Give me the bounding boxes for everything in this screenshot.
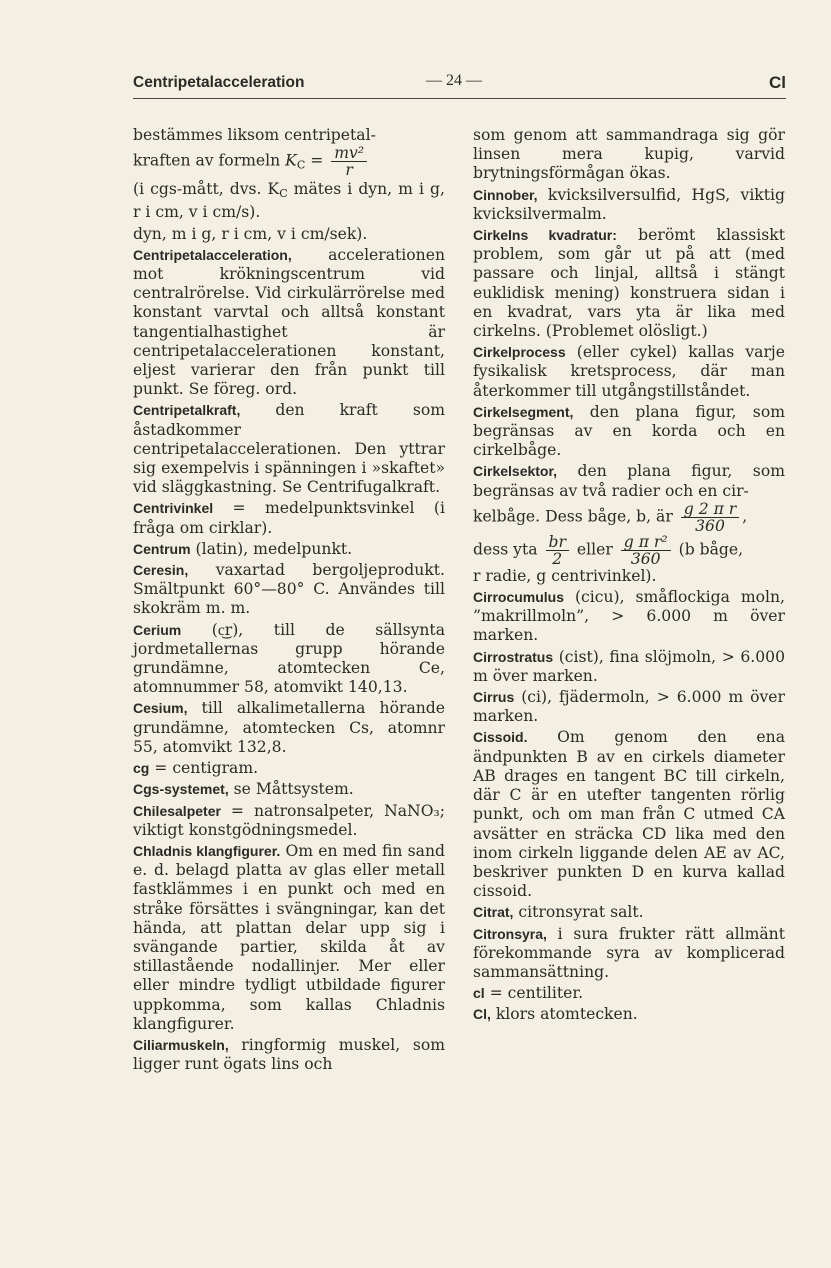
continued-paragraph: som genom att sammandraga sig gör linsen mera kupig, varvid brytningsförmågan ökas. — [473, 126, 785, 183]
entry-term: cl — [473, 985, 485, 1002]
entry-term: Ciliarmuskeln, — [133, 1036, 229, 1053]
entry-cirkelsektor: Cirkelsektor, den plana figur, som begränsas av två radier och en cir- kelbåge. Dess båge, b, är $\frac{\text{g 2 π r}}{360}$ , dess yta $\frac{br}{2}$ eller $\frac{\text{g π r²}}{360}$ (b båge, r radie, g centrivinkel). — [473, 462, 785, 585]
subscript: C — [279, 187, 288, 201]
entry-term: Citronsyra, — [473, 925, 547, 942]
entry-term: Ceresin, — [133, 562, 189, 579]
entry-cg — [133, 759, 445, 778]
formula-subscript: C — [296, 158, 306, 172]
entry-definition: (latin), medelpunkt. — [190, 539, 353, 558]
entry-cl — [473, 1005, 785, 1024]
entry-cirrostratus — [473, 648, 785, 686]
fraction-numerator: g 2 π r — [681, 501, 739, 518]
arc-length-fraction — [681, 501, 739, 534]
entry-term: Cinnober, — [473, 186, 538, 203]
entry-cirrus — [473, 688, 785, 726]
text-line: kraften av formeln — [133, 151, 281, 170]
entry-chilesalpeter — [133, 802, 445, 840]
entry-definition: = centigram. — [149, 759, 259, 778]
entry-definition: Om en med fin sand e. d. belagd platta av glas eller metall fastklämmes i en punkt och med en stråke försättes i svängningar, kan det hända, att plattan delar upp sig i svängande partier, skilda åt av stillastående nodallinjer. Mer eller eller mindre tydligt utbildade figurer uppkomma, som kallas Chladnis klangfigurer. — [133, 841, 445, 1033]
formula-equals: = — [305, 151, 329, 170]
fraction-numerator: mv² — [331, 145, 367, 162]
formula-symbol: K — [285, 151, 297, 170]
entry-centripetalacceleration — [133, 246, 445, 400]
entry-centrivinkel — [133, 499, 445, 537]
entry-cesium — [133, 699, 445, 757]
entry-term: cg — [133, 760, 150, 777]
entry-definition: den plana figur, som begränsas av två radier och en cir- — [473, 462, 785, 500]
entry-cirkelprocess — [473, 343, 785, 401]
entry-cirkelsegment — [473, 403, 785, 461]
text-run: kelbåge. Dess båge, b, är — [473, 507, 673, 526]
area-fraction-1 — [546, 534, 569, 567]
entry-definition: = natronsalpeter, NaNO₃; viktigt konstgödningsmedel. — [133, 801, 445, 839]
fraction-denominator: r — [345, 161, 353, 180]
fraction-denominator: 360 — [630, 549, 661, 568]
entry-definition: vaxartad bergoljeprodukt. Smältpunkt 60°—80° C. Användes till skokräm m. m. — [133, 561, 445, 618]
text-run: (i cgs-mått, dvs. K — [133, 180, 280, 199]
running-header — [133, 72, 786, 99]
text-run: dess yta — [473, 540, 538, 559]
entry-definition: i sura frukter rätt allmänt förekommande syra av komplicerad sammansättning. — [473, 924, 785, 981]
entry-definition: (ci), fjädermoln, > 6.000 m över marken. — [473, 688, 785, 726]
fraction-denominator: 360 — [695, 516, 725, 535]
entry-cgs-systemet — [133, 780, 445, 799]
text-run: r radie, g centrivinkel). — [473, 566, 657, 585]
right-column — [473, 126, 785, 1027]
entry-term: Cgs-systemet, — [133, 781, 229, 798]
entry-term: Chladnis klangfigurer. — [133, 842, 281, 859]
entry-term: Chilesalpeter — [133, 802, 221, 819]
entry-term: Cirkelsektor, — [473, 463, 558, 480]
entry-term: Cerium — [133, 621, 182, 638]
entry-definition: (eller cykel) kallas varje fysikalisk kretsprocess, där man återkommer till utgångstillståndet. — [473, 343, 785, 400]
entry-definition: den plana figur, som begränsas av en korda och en cirkelbåge. — [473, 402, 785, 460]
text-run: (b båge, — [678, 540, 744, 559]
text-run: mätes i dyn, m i g, r i cm, v i cm/s). — [133, 180, 445, 222]
entry-definition: den kraft som åstadkommer centripetalaccelerationen. Den yttrar sig exempelvis i spänningen i »skaftet» vid släggkastning. Se Centrifugalkraft. — [133, 401, 445, 497]
entry-chladnis-klangfigurer — [133, 842, 445, 1034]
entry-ceresin — [133, 561, 445, 619]
header-entry-word: Centripetalacceleration — [133, 74, 305, 91]
continued-paragraph — [133, 126, 445, 178]
entry-cinnober — [473, 186, 785, 224]
entry-term: Cirkelprocess — [473, 344, 566, 361]
entry-term: Cissoid. — [473, 729, 528, 746]
entry-definition: kvicksilversulfid, HgS, viktig kvicksilvermalm. — [473, 185, 785, 223]
entry-term: Cirrostratus — [473, 648, 554, 665]
header-last-entry: Cl — [769, 73, 786, 92]
entry-term: Citrat, — [473, 904, 514, 921]
entry-definition: citronsyrat salt. — [513, 903, 644, 922]
entry-cerium — [133, 621, 445, 698]
area-fraction-2 — [621, 534, 671, 567]
left-column — [133, 126, 445, 1076]
formula-fraction — [331, 145, 367, 178]
units-note-duplicate: dyn, m i g, r i cm, v i cm/sek). — [133, 224, 368, 243]
entry-definition: Om genom den ena ändpunkten B av en cirkels diameter AB drages en tangent BC till cirkeln, där C är en utefter tangenten rörlig punkt, och om man från C utmed CA avsätter en sträcka CD lika med den inom cirkeln liggande delen AE av AC, beskriver punkten D en kurva kallad cissoid. — [473, 728, 785, 901]
entry-definition: ringformig muskel, som ligger runt ögats lins och — [133, 1035, 445, 1074]
entry-term: Centrivinkel — [133, 500, 214, 517]
entry-term: Centrum — [133, 540, 191, 557]
fraction-numerator: br — [546, 534, 569, 551]
entry-definition: (cist), fina slöjmoln, > 6.000 m över marken. — [473, 647, 785, 685]
entry-ciliarmuskeln — [133, 1036, 445, 1074]
entry-term: Centripetalacceleration, — [133, 246, 292, 263]
entry-term: Centripetalkraft, — [133, 402, 241, 419]
units-note — [133, 180, 445, 222]
entry-cirrocumulus — [473, 588, 785, 646]
entry-definition: = medelpunktsvinkel (i fråga om cirklar). — [133, 499, 445, 537]
entry-centrum — [133, 540, 445, 559]
entry-term: Cirkelsegment, — [473, 403, 574, 420]
fraction-numerator: g π r² — [621, 534, 671, 551]
entry-cissoid — [473, 728, 785, 901]
entry-centripetalkraft — [133, 401, 445, 497]
entry-definition: (c͜r), till de sällsynta jordmetallernas grupp hörande grundämne, atomtecken Ce, atomnummer 58, atomvikt 140,13. — [133, 620, 445, 697]
page-number: — 24 — — [426, 72, 482, 89]
entry-term: Cirkelns kvadratur: — [473, 227, 617, 244]
entry-term: Cirrus — [473, 689, 515, 706]
entry-definition: = centiliter. — [484, 984, 584, 1003]
entry-cl-lowercase — [473, 984, 785, 1003]
entry-cirkelns-kvadratur — [473, 226, 785, 341]
text-run: eller — [576, 540, 613, 559]
entry-definition: accelerationen mot krökningscentrum vid centralrörelse. Vid cirkulärrörelse med konstant varvtal och alltså konstant tangentialhastighet är centripetalaccelerationen konstant, eljest varierar den från punkt till punkt. Se föreg. ord. — [133, 245, 445, 399]
text-line: bestämmes liksom centripetal- — [133, 126, 376, 144]
entry-citrat — [473, 903, 785, 922]
entry-term: Cl, — [473, 1006, 491, 1023]
entry-definition: klors atomtecken. — [490, 1005, 638, 1024]
entry-term: Cirrocumulus — [473, 589, 565, 606]
entry-definition: till alkalimetallerna hörande grundämne, atomtecken Cs, atomnr 55, atomvikt 132,8. — [133, 699, 445, 756]
entry-definition: (cicu), småflockiga moln, ”makrillmoln”, > 6.000 m över marken. — [473, 588, 785, 645]
entry-term: Cesium, — [133, 700, 188, 717]
entry-definition: se Måttsystem. — [228, 780, 354, 799]
entry-citronsyra — [473, 925, 785, 983]
entry-definition: berömt klassiskt problem, som går ut på att (med passare och linjal, alltså i stängt euklidisk mening) konstruera sidan i en kvadrat, vars yta är lika med cirkelns. (Problemet olösligt.) — [473, 226, 785, 341]
fraction-denominator: 2 — [552, 549, 563, 568]
